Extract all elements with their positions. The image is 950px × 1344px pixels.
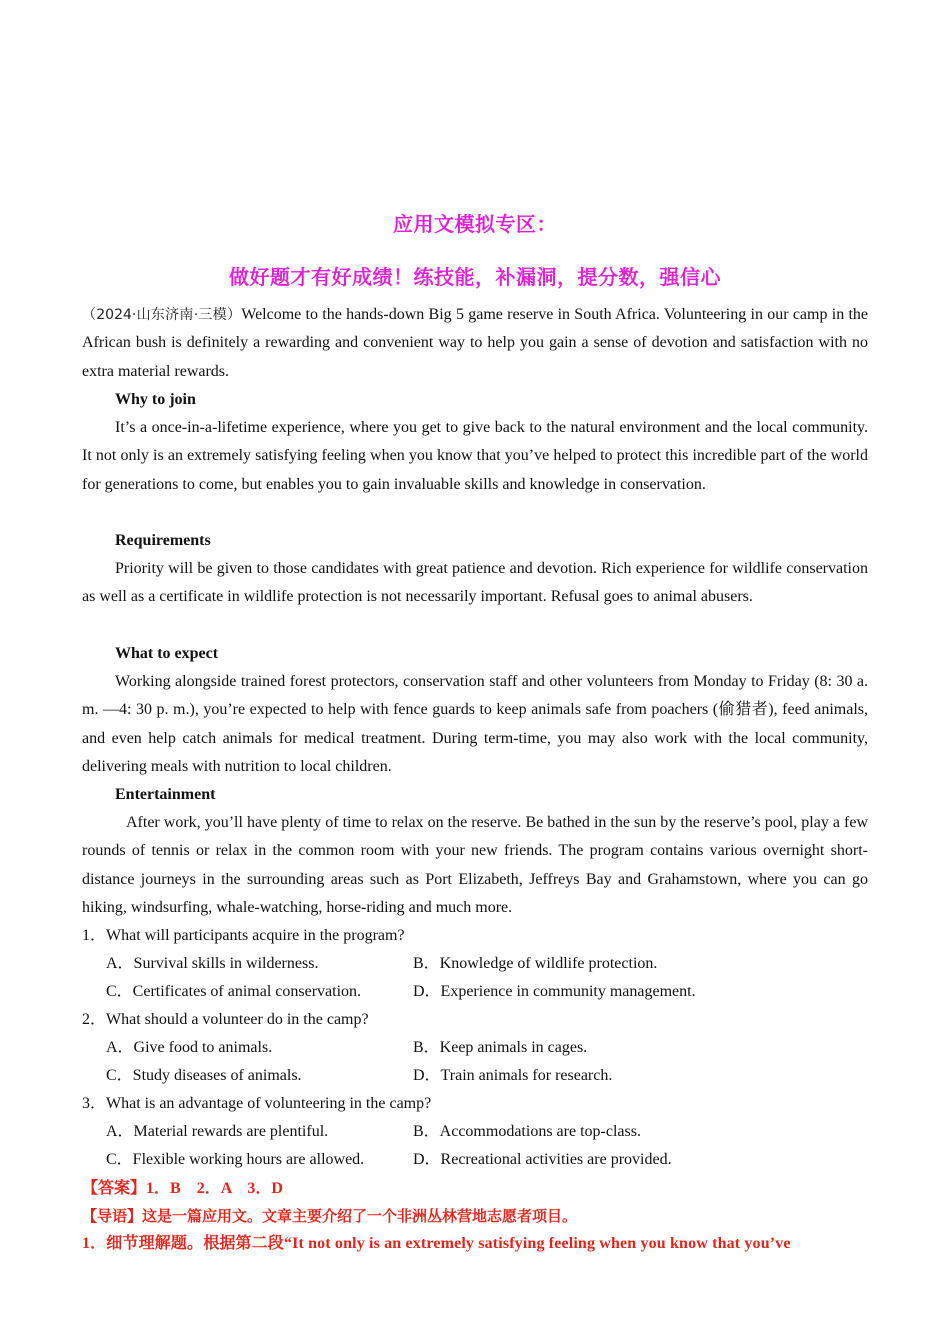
question-2-option-d: D．Train animals for research. bbox=[413, 1067, 613, 1084]
section-body-entertainment: After work, you’ll have plenty of time to relax on the reserve. Be bathed in the sun by the reserve’s pool, play a few rounds of tennis or relax in the common room with your new friends. The program contains various overnight short-distance journeys in the surrounding areas such as Port Elizabeth, Jeffreys Bay and Grahamstown, where you can go hiking, windsurfing, whale-watching, horse-riding and much more. bbox=[82, 814, 868, 916]
question-2-option-b: B．Keep animals in cages. bbox=[413, 1039, 588, 1056]
question-1-stem: 1．What will participants acquire in the program? bbox=[82, 927, 405, 944]
section-heading-what-to-expect: What to expect bbox=[115, 645, 219, 662]
question-2-option-c: C．Study diseases of animals. bbox=[106, 1067, 302, 1084]
answer-line bbox=[82, 1174, 283, 1203]
guide-label: 【导语】 bbox=[82, 1207, 143, 1225]
section-body-requirements: Priority will be given to those candidates with great patience and devotion. Rich experience for wildlife conservation as well as a certificate in wildlife protection is not necessarily important. Refusal goes to animal abusers. bbox=[82, 560, 868, 606]
question-1-option-d: D．Experience in community management. bbox=[413, 983, 696, 1000]
guide-line bbox=[82, 1202, 577, 1230]
section-heading-why-to-join: Why to join bbox=[115, 391, 196, 408]
question-2-option-a: A．Give food to animals. bbox=[106, 1039, 273, 1056]
question-2-stem: 2．What should a volunteer do in the camp? bbox=[82, 1011, 369, 1028]
intro-paragraph bbox=[82, 301, 868, 386]
section-body-why-to-join: It’s a once-in-a-lifetime experience, where you get to give back to the natural environment and the local community. It not only is an extremely satisfying feeling when you know that you’ve helped to protect this incredible part of the world for generations to come, but enables you to gain invaluable skills and knowledge in conservation. bbox=[82, 419, 868, 493]
section-body-what-to-expect: Working alongside trained forest protectors, conservation staff and other volunteers from Monday to Friday (8: 30 a. m. —4: 30 p. m.), you’re expected to help with fence guards to keep animals safe from poachers (偷猎者), feed animals, and even help catch animals for medical treatment. During term-time, you may also work with the local community, delivering meals with nutrition to local children. bbox=[82, 673, 868, 775]
page-title: 应用文模拟专区： bbox=[393, 212, 557, 236]
section-heading-entertainment: Entertainment bbox=[115, 786, 216, 803]
section-heading-requirements: Requirements bbox=[115, 532, 211, 549]
guide-text: 这是一篇应用文。文章主要介绍了一个非洲丛林营地志愿者项目。 bbox=[142, 1207, 578, 1225]
intro-text: Welcome to the hands-down Big 5 game reserve in South Africa. Volunteering in our camp in the African bush is definitely a rewarding and convenient way to help you gain a sense of devotion and satisfaction with no extra material rewards. bbox=[82, 306, 869, 380]
question-3-option-c: C．Flexible working hours are allowed. bbox=[106, 1151, 365, 1168]
answer-label: 【答案】 bbox=[82, 1178, 147, 1197]
question-3-option-d: D．Recreational activities are provided. bbox=[413, 1151, 672, 1168]
question-1-option-b: B．Knowledge of wildlife protection. bbox=[413, 955, 658, 972]
question-1-option-c: C．Certificates of animal conservation. bbox=[106, 983, 362, 1000]
question-3-option-b: B．Accommodations are top-class. bbox=[413, 1123, 641, 1140]
source-tag: （2024·山东济南·三模） bbox=[82, 307, 242, 323]
page-subtitle: 做好题才有好成绩！练技能，补漏洞，提分数，强信心 bbox=[229, 265, 721, 289]
question-1-option-a: A．Survival skills in wilderness. bbox=[106, 955, 319, 972]
answer-text: 1．B 2．A 3．D bbox=[146, 1180, 283, 1197]
question-3-option-a: A．Material rewards are plentiful. bbox=[106, 1123, 329, 1140]
question-3-stem: 3．What is an advantage of volunteering in the camp? bbox=[82, 1095, 432, 1112]
explanation-line: 1．细节理解题。根据第二段“It not only is an extremely satisfying feeling when you know that you’ve bbox=[82, 1235, 791, 1252]
